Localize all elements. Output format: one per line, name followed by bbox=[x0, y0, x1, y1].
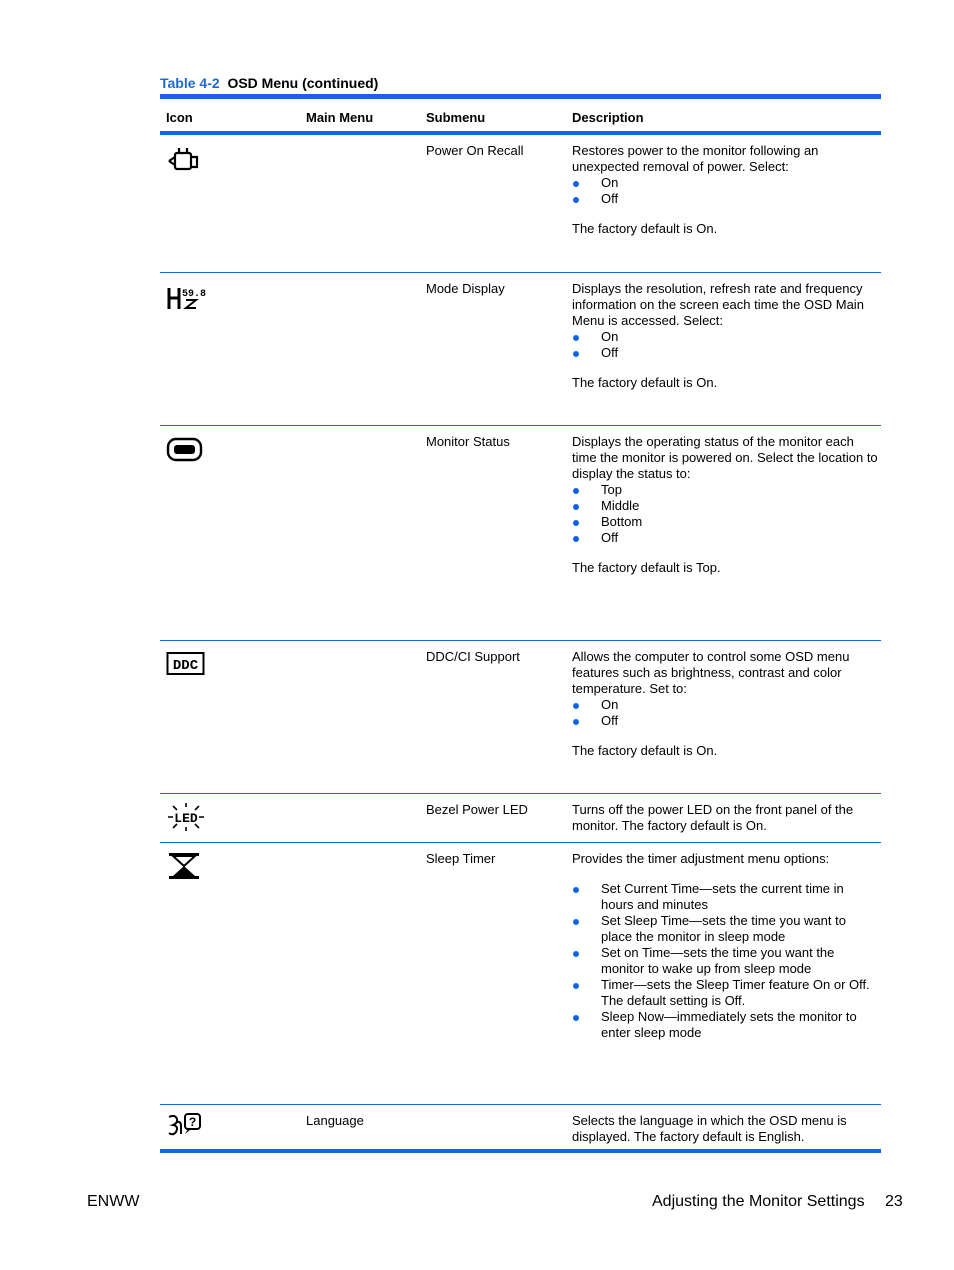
description-intro: Displays the operating status of the monitor each time the monitor is powered on. Select the location to display the status to: bbox=[572, 434, 878, 481]
table-header-row bbox=[160, 99, 881, 135]
description-intro: Allows the computer to control some OSD menu features such as brightness, contrast and color temperature. Set to: bbox=[572, 649, 850, 696]
osd-menu-table bbox=[160, 94, 881, 1153]
header-submenu: Submenu bbox=[426, 110, 486, 125]
mode-display-icon bbox=[166, 285, 206, 314]
power-on-recall-icon bbox=[166, 145, 204, 174]
option-item: Off bbox=[572, 530, 878, 546]
table-row-bezel-power-led bbox=[160, 794, 881, 843]
option-item: Set Sleep Time—sets the time you want to place the monitor in sleep mode bbox=[572, 913, 878, 945]
option-item: On bbox=[572, 329, 878, 345]
footer-section-title: Adjusting the Monitor Settings bbox=[652, 1193, 865, 1210]
option-item: Top bbox=[572, 482, 878, 498]
table-title: OSD Menu (continued) bbox=[227, 75, 379, 91]
option-item: Off bbox=[572, 191, 878, 207]
header-icon: Icon bbox=[166, 110, 193, 125]
description-intro: Restores power to the monitor following an unexpected removal of power. Select: bbox=[572, 143, 819, 174]
description-cell bbox=[572, 1113, 878, 1145]
svg-text:?: ? bbox=[188, 1115, 197, 1129]
description-intro: Provides the timer adjustment menu options: bbox=[572, 851, 830, 866]
language-icon bbox=[166, 1112, 204, 1141]
table-row-language bbox=[160, 1105, 881, 1153]
option-item: Off bbox=[572, 713, 878, 729]
description-cell bbox=[572, 851, 878, 1041]
table-row-mode-display bbox=[160, 273, 881, 426]
svg-text:59.8: 59.8 bbox=[182, 289, 206, 300]
description-intro: Turns off the power LED on the front panel of the monitor. The factory default is On. bbox=[572, 802, 854, 833]
footer-enww: ENWW bbox=[87, 1193, 140, 1210]
option-item: Sleep Now—immediately sets the monitor to enter sleep mode bbox=[572, 1009, 878, 1041]
submenu-cell: Mode Display bbox=[426, 281, 505, 296]
header-description: Description bbox=[572, 110, 644, 125]
monitor-status-icon bbox=[166, 436, 204, 467]
option-item: Off bbox=[572, 345, 878, 361]
submenu-cell: DDC/CI Support bbox=[426, 649, 520, 664]
page-number: 23 bbox=[885, 1193, 903, 1210]
option-item: Set on Time—sets the time you want the monitor to wake up from sleep mode bbox=[572, 945, 878, 977]
table-caption bbox=[160, 75, 378, 91]
description-cell bbox=[572, 434, 878, 576]
submenu-cell: Monitor Status bbox=[426, 434, 510, 449]
svg-text:DDC: DDC bbox=[172, 658, 199, 674]
option-item: Timer—sets the Sleep Timer feature On or Off. The default setting is Off. bbox=[572, 977, 878, 1009]
option-item: Bottom bbox=[572, 514, 878, 530]
header-main-menu: Main Menu bbox=[306, 110, 374, 125]
svg-text:LED: LED bbox=[174, 811, 198, 826]
main-menu-cell: Language bbox=[306, 1113, 364, 1128]
table-row-power-on-recall bbox=[160, 135, 881, 273]
sleep-timer-icon bbox=[166, 851, 204, 884]
option-item: On bbox=[572, 175, 878, 191]
description-cell bbox=[572, 649, 878, 759]
table-row-monitor-status bbox=[160, 426, 881, 641]
factory-default-note: The factory default is Top. bbox=[572, 560, 721, 575]
description-cell bbox=[572, 281, 878, 391]
table-row-ddc-ci-support bbox=[160, 641, 881, 794]
submenu-cell: Bezel Power LED bbox=[426, 802, 528, 817]
factory-default-note: The factory default is On. bbox=[572, 375, 718, 390]
factory-default-note: The factory default is On. bbox=[572, 221, 718, 236]
option-item: Set Current Time—sets the current time in hours and minutes bbox=[572, 881, 878, 913]
ddc-icon bbox=[166, 651, 206, 680]
submenu-cell: Sleep Timer bbox=[426, 851, 496, 866]
table-row-sleep-timer bbox=[160, 843, 881, 1105]
factory-default-note: The factory default is On. bbox=[572, 743, 718, 758]
description-cell bbox=[572, 802, 878, 834]
submenu-cell: Power On Recall bbox=[426, 143, 524, 158]
option-item: On bbox=[572, 697, 878, 713]
description-intro: Selects the language in which the OSD menu is displayed. The factory default is English. bbox=[572, 1113, 847, 1144]
option-item: Middle bbox=[572, 498, 878, 514]
description-cell bbox=[572, 143, 878, 237]
led-icon bbox=[166, 802, 206, 835]
description-intro: Displays the resolution, refresh rate and frequency information on the screen each time the OSD Main Menu is accessed. Select: bbox=[572, 281, 864, 328]
table-number: Table 4-2 bbox=[160, 75, 220, 91]
